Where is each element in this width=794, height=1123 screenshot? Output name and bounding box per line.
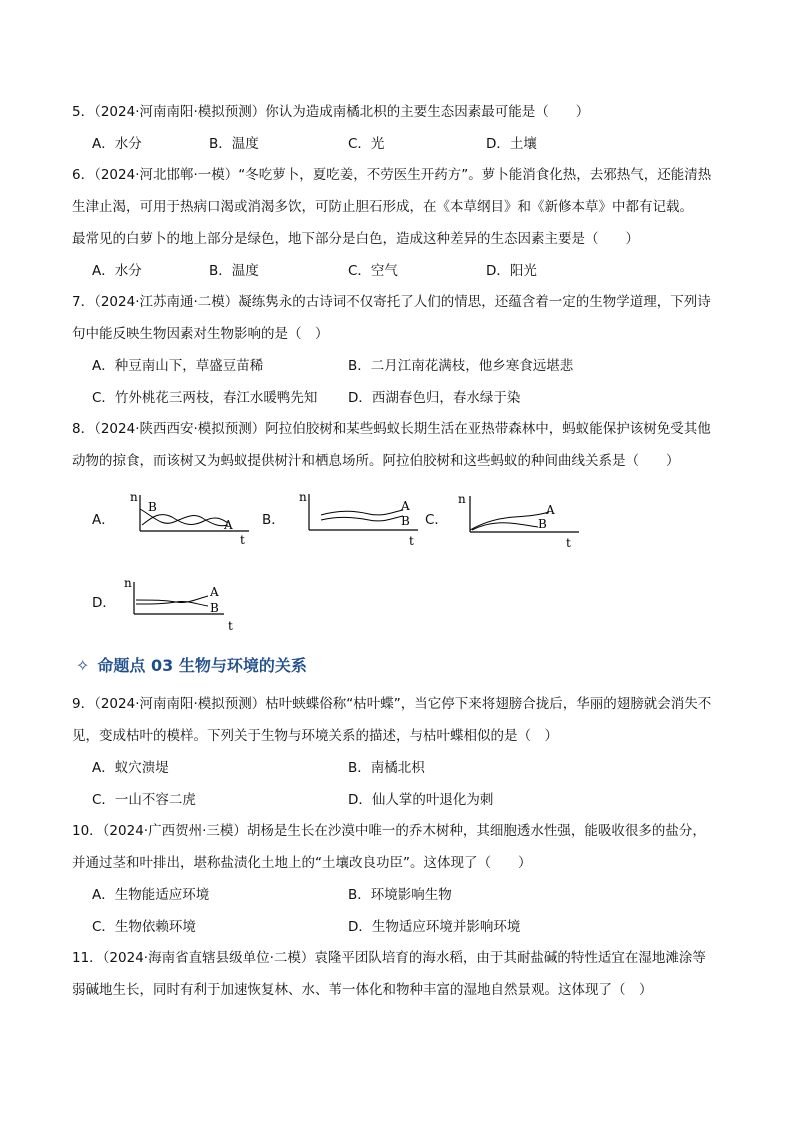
q9-line-2: 见，变成枯叶的模样。下列关于生物与环境关系的描述，与枯叶蝶相似的是（ ） xyxy=(72,728,558,744)
q5-stem: 5．（2024·河南南阳·模拟预测）你认为造成南橘北枳的主要生态因素最可能是（ ） xyxy=(72,104,590,120)
q9-option-a: A．蚁穴溃堤 xyxy=(92,760,169,776)
q5-option-c: C．光 xyxy=(348,136,385,152)
q8-option-d-label: D． xyxy=(92,595,116,611)
q8-graph-d-label-a: A xyxy=(210,585,219,599)
q9-line-1: 9．（2024·河南南阳·模拟预测）枯叶蛱蝶俗称“枯叶蝶”，当它停下来将翅膀合拢后，华丽的翅膀就会消失不 xyxy=(72,696,712,712)
q7-option-c: C．竹外桃花三两枝，春江水暖鸭先知 xyxy=(92,390,318,406)
q9-option-b: B．南橘北枳 xyxy=(348,760,425,776)
q8-graph-d-x-label: t xyxy=(228,619,233,633)
q11-line-1: 11．（2024·海南省直辖县级单位·二模）袁隆平团队培育的海水稻，由于其耐盐碱的特性适宜在湿地滩涂等 xyxy=(72,950,706,966)
section-heading xyxy=(76,653,307,676)
q8-graph-d-curve-a xyxy=(136,596,208,603)
q6-line-1: 6．（2024·河北邯郸·一模）“冬吃萝卜，夏吃姜，不劳医生开药方”。萝卜能消食化热，去邪热气，还能清热 xyxy=(72,167,712,183)
q7-line-2: 句中能反映生物因素对生物影响的是（ ） xyxy=(72,326,329,342)
q8-graph-a-label-b: B xyxy=(148,500,157,514)
q8-graph-c-y-label: n xyxy=(458,492,466,506)
q8-graph-b-y-label: n xyxy=(299,490,307,504)
q8-graph-b-label-a: A xyxy=(401,499,410,513)
q8-graph-c-x-label: t xyxy=(566,536,571,550)
q8-option-a-label: A． xyxy=(92,512,115,528)
q8-graph-b-x-label: t xyxy=(409,534,414,548)
q7-line-1: 7．（2024·江苏南通·二模）凝练隽永的古诗词不仅寄托了人们的情思，还蕴含着一定的生物学道理，下列诗 xyxy=(72,294,711,310)
q8-graph-d-label-b: B xyxy=(210,601,219,615)
q5-option-a: A．水分 xyxy=(92,136,142,152)
q8-graph-c xyxy=(454,490,584,550)
q8-graph-a-y-label: n xyxy=(130,490,138,504)
q6-option-d: D．阳光 xyxy=(486,263,537,279)
q8-graph-a-curve-b xyxy=(142,515,228,525)
section-title: 命题点 03 生物与环境的关系 xyxy=(97,656,307,675)
q10-option-c: C．生物依赖环境 xyxy=(92,919,196,935)
q10-line-1: 10．（2024·广西贺州·三模）胡杨是生长在沙漠中唯一的乔木树种，其细胞透水性强，能吸收很多的盐分， xyxy=(72,823,706,839)
q8-graph-b-label-b: B xyxy=(401,514,410,528)
q10-line-2: 并通过茎和叶排出，堪称盐渍化土地上的“土壤改良功臣”。这体现了（ ） xyxy=(72,855,532,871)
q11-line-2: 弱碱地生长，同时有利于加速恢复林、水、苇一体化和物种丰富的湿地自然景观。这体现了（ ） xyxy=(72,982,653,998)
q8-line-2: 动物的掠食，而该树又为蚂蚁提供树汁和栖息场所。阿拉伯胶树和这些蚂蚁的种间曲线关系是（ ） xyxy=(72,453,680,469)
q9-option-c: C．一山不容二虎 xyxy=(92,792,196,808)
q7-option-b: B．二月江南花满枝，他乡寒食远堪悲 xyxy=(348,358,574,374)
q10-option-b: B．环境影响生物 xyxy=(348,887,452,903)
q8-graph-d-y-label: n xyxy=(124,576,132,590)
q8-graph-a xyxy=(124,487,254,547)
q6-option-a: A．水分 xyxy=(92,263,142,279)
q6-line-3: 最常见的白萝卜的地上部分是绿色，地下部分是白色，造成这种差异的生态因素主要是（ ） xyxy=(72,231,639,247)
q5-option-b: B．温度 xyxy=(209,136,259,152)
q8-graph-b xyxy=(293,490,423,550)
q8-graph-d xyxy=(124,576,254,636)
q8-option-c-label: C． xyxy=(425,512,448,528)
q6-line-2: 生津止渴，可用于热病口渴或消渴多饮，可防止胆石形成，在《本草纲目》和《新修本草》中都有记载。 xyxy=(72,199,693,215)
q6-option-c: C．空气 xyxy=(348,263,398,279)
q7-option-d: D．西湖春色归，春水绿于染 xyxy=(348,390,521,406)
q8-graph-a-x-label: t xyxy=(240,533,245,547)
q7-option-a: A．种豆南山下，草盛豆苗稀 xyxy=(92,358,264,374)
q8-option-b-label: B． xyxy=(262,512,285,528)
star-icon: ✧ xyxy=(76,656,90,675)
q8-graph-c-label-a: A xyxy=(546,503,555,517)
q8-graph-d-curve-b xyxy=(136,601,208,606)
q8-graph-b-curve-b xyxy=(321,516,403,521)
q10-option-a: A．生物能适应环境 xyxy=(92,887,210,903)
q9-option-d: D．仙人掌的叶退化为刺 xyxy=(348,792,494,808)
q8-line-1: 8．（2024·陕西西安·模拟预测）阿拉伯胶树和某些蚂蚁长期生活在亚热带森林中，蚂蚁能保护该树免受其他 xyxy=(72,421,711,437)
q6-option-b: B．温度 xyxy=(209,263,259,279)
q10-option-d: D．生物适应环境并影响环境 xyxy=(348,919,521,935)
q5-option-d: D．土壤 xyxy=(486,136,537,152)
q8-graph-c-label-b: B xyxy=(538,517,547,531)
q8-graph-b-curve-a xyxy=(321,510,403,515)
q8-graph-a-label-a: A xyxy=(224,518,233,532)
